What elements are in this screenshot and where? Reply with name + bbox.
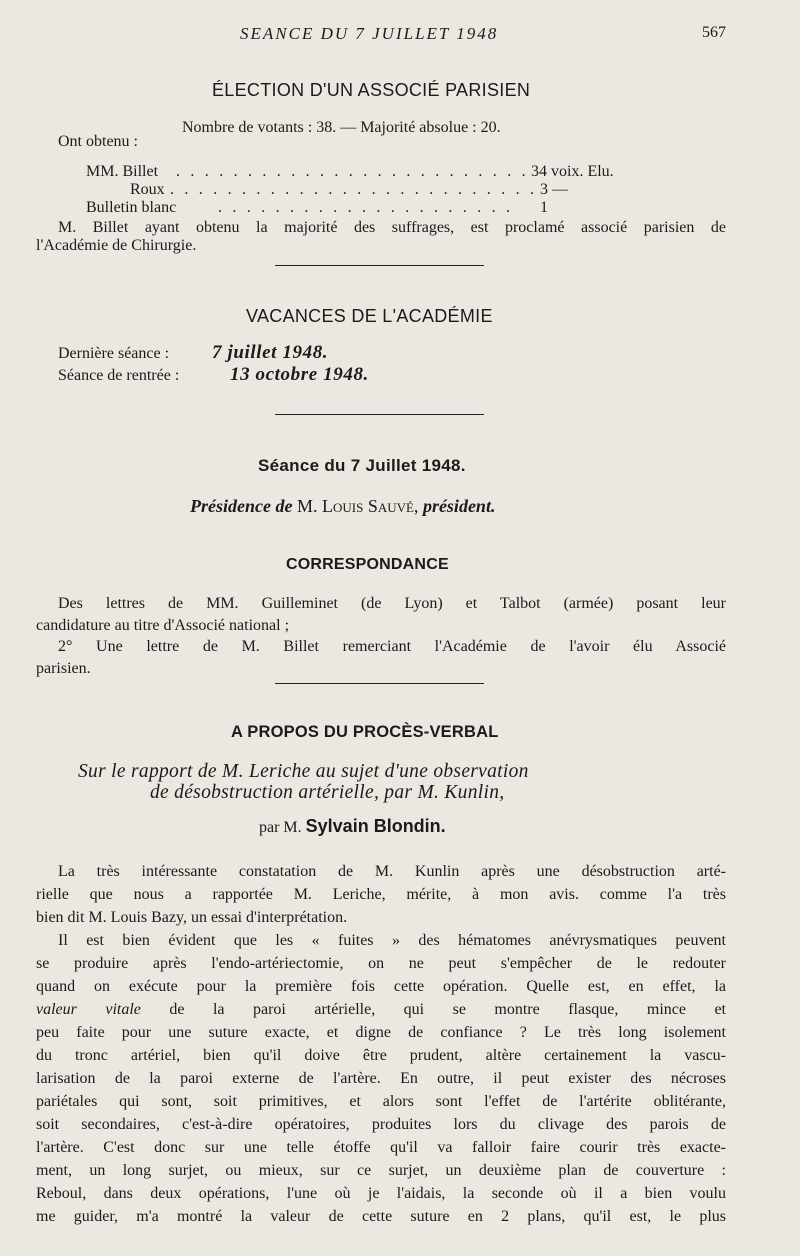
header-title: SEANCE DU 7 JUILLET 1948 <box>240 24 499 43</box>
correspondance-line-4: parisien. <box>36 660 91 677</box>
section-divider-3 <box>275 683 484 684</box>
para-line-5: se produire après l'endo-artériectomie, on ne peut s'empêcher de le redouter <box>36 955 726 972</box>
page-number: 567 <box>702 24 726 41</box>
vote-row-blanc-value: 1 <box>540 199 548 216</box>
vote-row-billet-value: 34 voix. Elu. <box>531 163 614 180</box>
para-line-15: Reboul, dans deux opérations, l'une où je l'aidais, la seconde où il a bien voulu <box>36 1185 726 1202</box>
result-line-1: M. Billet ayant obtenu la majorité des suffrages, est proclamé associé parisien de <box>58 219 726 236</box>
para-line-7: valeur vitale de la paroi artérielle, qui se montre flasque, mince et <box>36 1001 726 1018</box>
presidence-name: Louis Sauvé, <box>321 496 419 516</box>
para-line-16: me guider, m'a montré la valeur de cette suture en 2 plans, qu'il est, le plus <box>36 1208 726 1225</box>
ont-obtenu-label: Ont obtenu : <box>58 133 138 150</box>
vote-row-blanc-name: Bulletin blanc <box>86 199 177 216</box>
vacances-heading: VACANCES DE L'ACADÉMIE <box>246 306 493 326</box>
rentree-label: Séance de rentrée : <box>58 367 180 384</box>
vote-row-roux-dots: . . . . . . . . . . . . . . . . . . . . . . . . . . <box>170 181 538 198</box>
para-line-13: l'artère. C'est donc sur une telle étoffe qu'il va falloir faire courir très exacte- <box>36 1139 726 1156</box>
para-line-9: du tronc artériel, bien qu'il doive être prudent, altère certainement la vascu- <box>36 1047 726 1064</box>
author-name: Sylvain Blondin. <box>305 816 446 836</box>
para-line-2: rielle que nous a rapportée M. Leriche, mérite, à mon avis. comme l'a très <box>36 886 726 903</box>
section-divider-2 <box>275 414 484 415</box>
section-divider-1 <box>275 265 484 266</box>
presidence-suffix: président. <box>422 496 496 516</box>
vote-row-billet-name: MM. Billet <box>86 163 159 180</box>
result-line-2: l'Académie de Chirurgie. <box>36 237 197 254</box>
seance-heading: Séance du 7 Juillet 1948. <box>258 456 466 475</box>
correspondance-line-1: Des lettres de MM. Guilleminet (de Lyon) et Talbot (armée) posant leur <box>58 595 726 612</box>
presidence-m: M. <box>296 496 318 516</box>
presidence-prefix: Présidence de <box>190 496 293 516</box>
para-line-4: Il est bien évident que les « fuites » des hématomes anévrysmatiques peuvent <box>58 932 726 949</box>
votes-line: Nombre de votants : 38. — Majorité absolue : 20. <box>182 119 501 136</box>
vote-row-roux-name: Roux <box>130 181 165 198</box>
para-line-6: quand on exécute pour la première fois cette opération. Quelle est, en effet, la <box>36 978 726 995</box>
article-author <box>259 816 446 837</box>
correspondance-heading: CORRESPONDANCE <box>286 556 449 573</box>
correspondance-line-2: candidature au titre d'Associé national ; <box>36 617 290 634</box>
para-line-10: larisation de la paroi externe de l'artère. En outre, il peut exister des nécroses <box>36 1070 726 1087</box>
election-heading: ÉLECTION D'UN ASSOCIÉ PARISIEN <box>212 80 531 100</box>
presidence-line <box>190 496 495 517</box>
para-line-14: ment, un long surjet, ou mieux, sur ce surjet, un deuxième plan de couverture : <box>36 1162 726 1179</box>
vote-row-blanc-dots: . . . . . . . . . . . . . . . . . . . . . <box>218 199 514 216</box>
article-title-line-2: de désobstruction artérielle, par M. Kunlin, <box>150 782 505 803</box>
article-title-line-1: Sur le rapport de M. Leriche au sujet d'une observation <box>78 761 529 782</box>
para-line-3: bien dit M. Louis Bazy, un essai d'interprétation. <box>36 909 348 926</box>
proces-verbal-heading: A PROPOS DU PROCÈS-VERBAL <box>231 723 499 741</box>
para-line-1: La très intéressante constatation de M. Kunlin après une désobstruction arté- <box>58 863 726 880</box>
para-line-12: soit secondaires, c'est-à-dire opératoires, produites lors du clivage des parois de <box>36 1116 726 1133</box>
correspondance-line-3: 2° Une lettre de M. Billet remerciant l'Académie de l'avoir élu Associé <box>58 638 726 655</box>
derniere-seance-label: Dernière séance : <box>58 345 170 362</box>
derniere-seance-date: 7 juillet 1948. <box>212 342 329 363</box>
rentree-date: 13 octobre 1948. <box>230 364 369 385</box>
author-prefix: par M. <box>259 819 302 836</box>
para-line-8: peu faite pour une suture exacte, et digne de confiance ? Le très long isolement <box>36 1024 726 1041</box>
para-line-11: pariétales qui sont, soit primitives, et alors sont l'effet de l'artérite oblitérante, <box>36 1093 726 1110</box>
running-header <box>0 24 800 48</box>
vote-row-roux-value: 3 — <box>540 181 568 198</box>
vote-row-billet-dots: . . . . . . . . . . . . . . . . . . . . . . . . . <box>176 163 529 180</box>
